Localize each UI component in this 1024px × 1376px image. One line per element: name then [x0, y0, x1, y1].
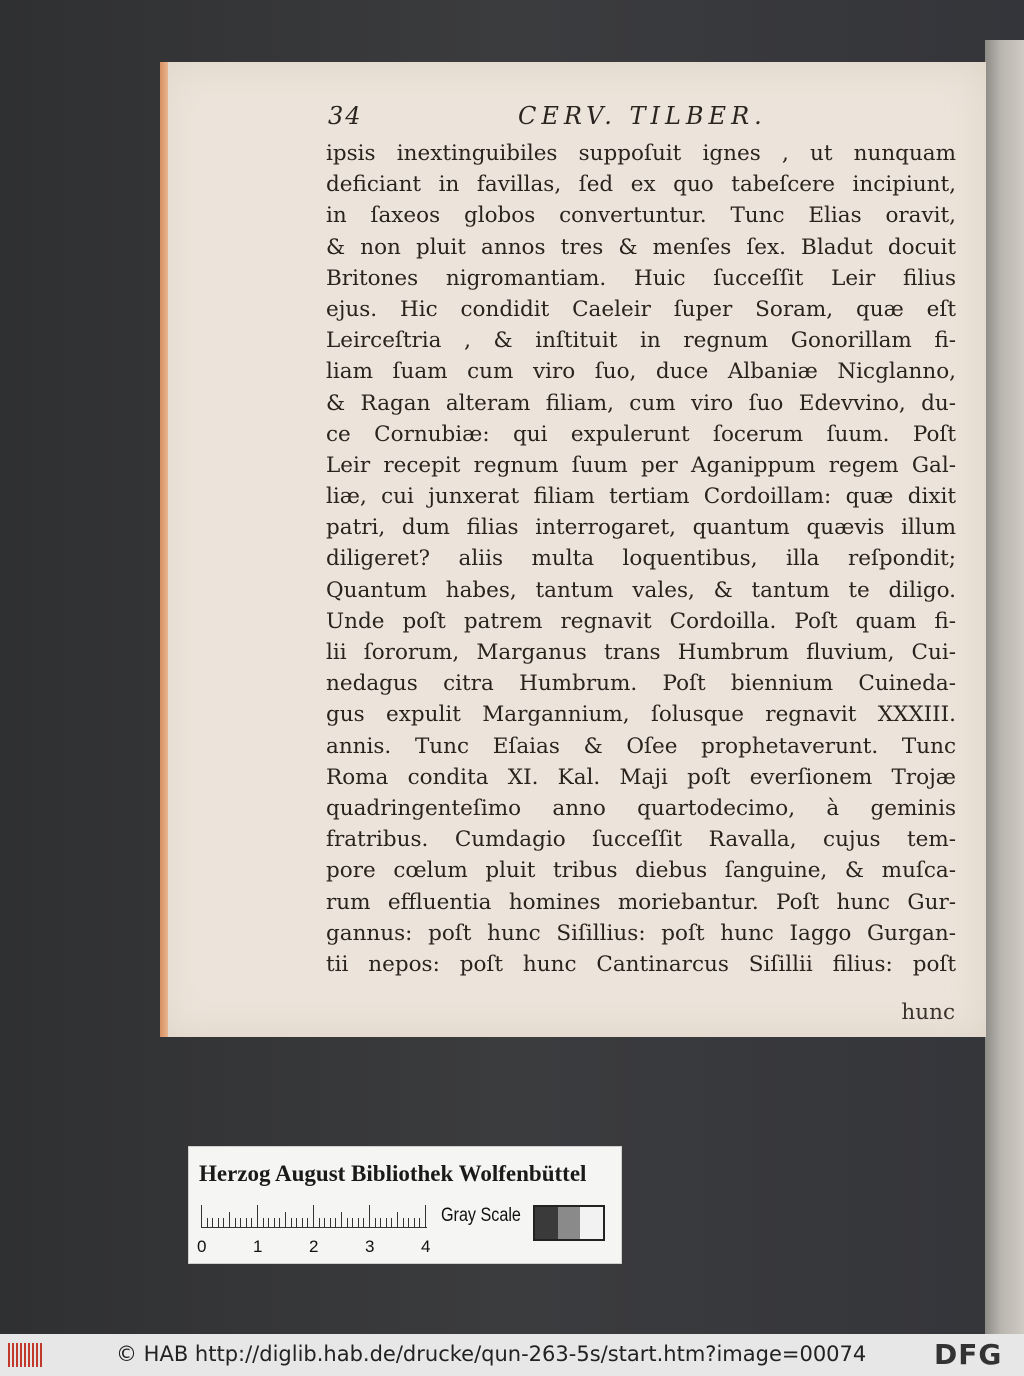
text-line: quadringenteſimo anno quartodecimo, à geminis [326, 795, 956, 821]
text-line: Quantum habes, tantum vales, & tantum te diligo. [326, 577, 956, 603]
text-line: gannus: poſt hunc Siſillius: poſt hunc Iaggo Gurgan- [326, 920, 956, 946]
ruler-tick [307, 1218, 308, 1227]
ruler-tick [319, 1218, 320, 1227]
ruler-tick [296, 1218, 297, 1227]
ruler-tick [279, 1218, 280, 1227]
ruler-tick [218, 1218, 219, 1227]
ruler-tick [397, 1212, 398, 1227]
ruler-tick [212, 1218, 213, 1227]
text-line: ipsis inextinguibiles suppoſuit ignes , ut nunquam [326, 141, 956, 166]
text-line: patri, dum filias interrogaret, quantum quævis illum [326, 515, 956, 541]
ruler-tick [313, 1205, 314, 1227]
book-page [160, 62, 986, 1037]
barcode-icon [8, 1343, 46, 1367]
text-line: diligeret? aliis multa loquentibus, illa reſpondit; [326, 546, 956, 572]
ruler-tick [302, 1218, 303, 1227]
text-line: in ſaxeos globos convertuntur. Tunc Elias oravit, [326, 203, 956, 229]
text-line: lii ſororum, Marganus trans Humbrum fluvium, Cui- [326, 640, 956, 665]
barcode-bar [32, 1343, 34, 1367]
adjacent-page-edge [985, 40, 1024, 1334]
ruler-tick [285, 1212, 286, 1227]
ruler-tick [352, 1218, 353, 1227]
text-line: deficiant in favillas, ſed ex quo tabeſcere incipiunt, [326, 172, 956, 198]
ruler-number: 1 [253, 1237, 263, 1256]
ruler-tick [257, 1205, 258, 1227]
barcode-bar [36, 1343, 38, 1367]
ruler-tick [369, 1205, 370, 1227]
ruler-tick [268, 1218, 269, 1227]
library-label [188, 1146, 622, 1264]
ruler-tick [347, 1218, 348, 1227]
page-header [328, 102, 948, 132]
text-line: Leir recepit regnum ſuum per Aganippum regem Gal- [326, 452, 956, 478]
text-line: annis. Tunc Eſaias & Oſee prophetaverunt. Tunc [326, 733, 956, 759]
barcode-bar [24, 1343, 26, 1367]
barcode-bar [40, 1343, 42, 1367]
text-line: Leirceſtria , & inſtituit in regnum Gonorillam fi- [326, 328, 956, 354]
text-line: fratribus. Cumdagio ſucceſſit Ravalla, cujus tem- [326, 827, 956, 853]
ruler-tick [403, 1218, 404, 1227]
page-edge [160, 62, 168, 1037]
ruler-tick [223, 1218, 224, 1227]
page-text [326, 138, 956, 980]
ruler-tick [363, 1218, 364, 1227]
barcode-bar [8, 1343, 10, 1367]
ruler-tick [386, 1218, 387, 1227]
ruler-tick [414, 1218, 415, 1227]
text-line: & Ragan alteram filiam, cum viro ſuo Edevvino, du- [326, 390, 956, 416]
ruler-tick [235, 1218, 236, 1227]
ruler-tick [330, 1218, 331, 1227]
ruler-tick [207, 1218, 208, 1227]
ruler-tick [201, 1205, 202, 1227]
text-line: liam ſuam cum viro ſuo, duce Albaniæ Nicglanno, [326, 359, 956, 385]
ruler-number: 0 [197, 1237, 207, 1256]
barcode-bar [28, 1343, 30, 1367]
ruler-number: 4 [421, 1237, 431, 1256]
gray-swatch [535, 1207, 558, 1239]
ruler-tick [380, 1218, 381, 1227]
gray-swatch [580, 1207, 603, 1239]
ruler-tick [274, 1218, 275, 1227]
text-line: tii nepos: poſt hunc Cantinarcus Siſillii filius: poſt [326, 951, 956, 977]
text-line: nedagus citra Humbrum. Poſt biennium Cuineda- [326, 671, 956, 697]
scale-ruler [201, 1205, 427, 1228]
ruler-tick [240, 1218, 241, 1227]
text-line: ce Cornubiæ: qui expulerunt ſocerum ſuum. Poſt [326, 421, 956, 447]
ruler-number: 2 [309, 1237, 319, 1256]
ruler-numbers [197, 1237, 437, 1257]
footer-bar [0, 1334, 1024, 1376]
text-line: pore cœlum pluit tribus diebus ſanguine, & muſca- [326, 858, 956, 884]
ruler-tick [324, 1218, 325, 1227]
ruler-tick [341, 1212, 342, 1227]
text-line: & non pluit annos tres & menſes ſex. Bladut docuit [326, 234, 956, 260]
library-name: Herzog August Bibliothek Wolfenbüttel [199, 1161, 587, 1186]
ruler-tick [419, 1218, 420, 1227]
text-line: Roma condita XI. Kal. Maji poſt everſionem Trojæ [326, 764, 956, 790]
ruler-tick [335, 1218, 336, 1227]
dfg-logo: DFG [934, 1338, 1003, 1371]
page-number: 34 [328, 102, 363, 130]
text-line: Britones nigromantiam. Huic ſucceſſit Leir filius [326, 265, 956, 291]
text-line: Unde poſt patrem regnavit Cordoilla. Poſt quam fi- [326, 608, 956, 634]
ruler-tick [291, 1218, 292, 1227]
ruler-tick [246, 1218, 247, 1227]
gray-scale-label: Gray Scale [441, 1205, 521, 1226]
ruler-tick [358, 1218, 359, 1227]
gray-scale-swatches [533, 1205, 605, 1241]
barcode-bar [16, 1343, 18, 1367]
ruler-tick [251, 1218, 252, 1227]
running-head: CERV. TILBER. [518, 102, 767, 130]
text-line: ejus. Hic condidit Caeleir ſuper Soram, quæ eſt [326, 296, 956, 322]
text-line: rum effluentia homines moriebantur. Poſt hunc Gur- [326, 889, 956, 915]
text-line: gus expulit Margannium, ſolusque regnavit XXXIII. [326, 702, 956, 728]
ruler-tick [375, 1218, 376, 1227]
ruler-tick [391, 1218, 392, 1227]
ruler-number: 3 [365, 1237, 375, 1256]
barcode-bar [12, 1343, 14, 1367]
barcode-bar [20, 1343, 22, 1367]
ruler-tick [425, 1205, 426, 1227]
ruler-tick [263, 1218, 264, 1227]
copyright-url[interactable]: © HAB http://diglib.hab.de/drucke/qun-263-5s/start.htm?image=00074 [116, 1342, 867, 1366]
ruler-tick [408, 1218, 409, 1227]
text-line: liæ, cui junxerat filiam tertiam Cordoillam: quæ dixit [326, 484, 956, 510]
gray-swatch [558, 1207, 581, 1239]
ruler-tick [229, 1212, 230, 1227]
catchword: hunc [901, 1000, 955, 1025]
